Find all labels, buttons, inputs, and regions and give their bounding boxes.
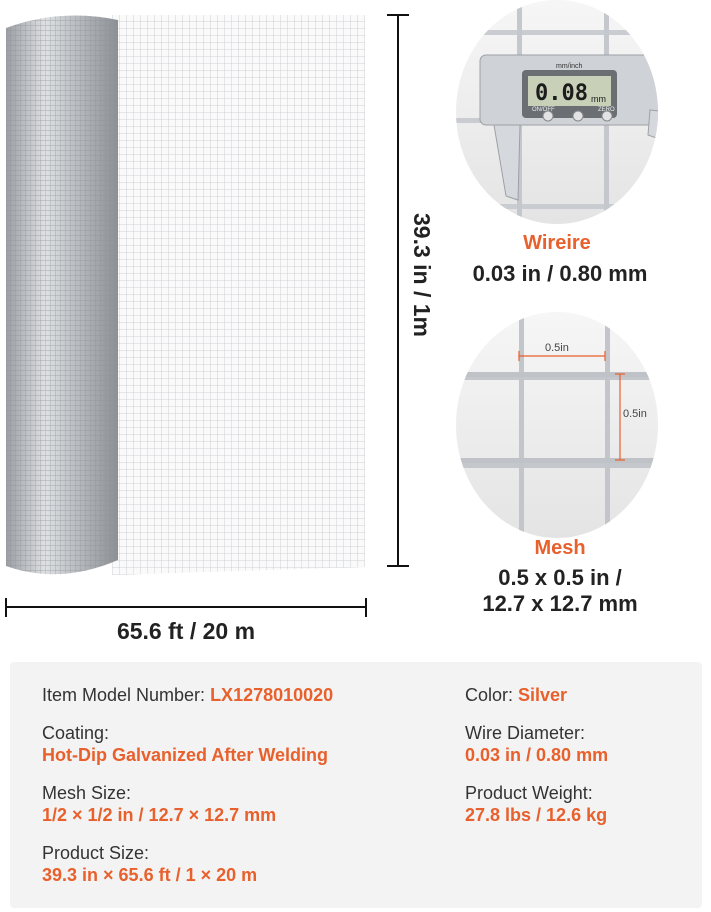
caliper-brand: mm/inch [556, 63, 583, 70]
wire-callout-title: Wireire [523, 232, 591, 254]
spec-product-weight-label: Product Weight: [465, 783, 593, 803]
mesh-callout-value-line1: 0.5 x 0.5 in / [498, 565, 622, 590]
caliper-zero-label: ZERO [598, 107, 615, 113]
spec-color [465, 684, 567, 706]
spec-color-label: Color: [465, 685, 519, 705]
spec-wire-diameter-value: 0.03 in / 0.80 mm [465, 745, 609, 765]
caliper-display [530, 78, 611, 106]
width-dimension-line [6, 598, 366, 617]
width-label: 65.6 ft / 20 m [116, 618, 256, 644]
height-label: 39.3 in / 1m [409, 212, 435, 337]
mesh-sheet [112, 15, 365, 575]
spec-coating-label: Coating: [42, 723, 110, 743]
spec-color-value: Silver [518, 685, 568, 705]
spec-product-weight [465, 782, 607, 826]
spec-model [42, 684, 333, 706]
wire-callout-value: 0.03 in / 0.80 mm [472, 261, 648, 286]
mesh-callout-value-line2: 12.7 x 12.7 mm [482, 591, 638, 616]
spec-mesh-size [42, 782, 276, 826]
spec-wire-diameter-label: Wire Diameter: [465, 723, 586, 743]
wire-diameter-photo [448, 0, 678, 230]
caliper-reading: 0.08 [535, 81, 588, 106]
spec-model-value: LX1278010020 [210, 685, 334, 705]
spec-model-label: Item Model Number: [42, 685, 211, 705]
spec-product-size-label: Product Size: [42, 843, 150, 863]
spec-coating-value: Hot-Dip Galvanized After Welding [42, 745, 329, 765]
spec-coating [42, 722, 328, 766]
spec-panel [10, 662, 702, 908]
spec-product-size-value: 39.3 in × 65.6 ft / 1 × 20 m [42, 865, 258, 885]
height-dimension-line [387, 15, 409, 566]
caliper-unit: mm [590, 94, 606, 104]
mesh-roll [6, 16, 118, 575]
mesh-horizontal-label: 0.5in [545, 342, 569, 354]
spec-product-weight-value: 27.8 lbs / 12.6 kg [465, 805, 608, 825]
spec-mesh-size-label: Mesh Size: [42, 783, 132, 803]
spec-product-size [42, 842, 257, 886]
spec-mesh-size-value: 1/2 × 1/2 in / 12.7 × 12.7 mm [42, 805, 277, 825]
mesh-callout-title: Mesh [534, 537, 586, 559]
mesh-vertical-label: 0.5in [623, 408, 647, 420]
caliper-onoff-label: ON/OFF [532, 107, 555, 113]
spec-wire-diameter [465, 722, 608, 766]
